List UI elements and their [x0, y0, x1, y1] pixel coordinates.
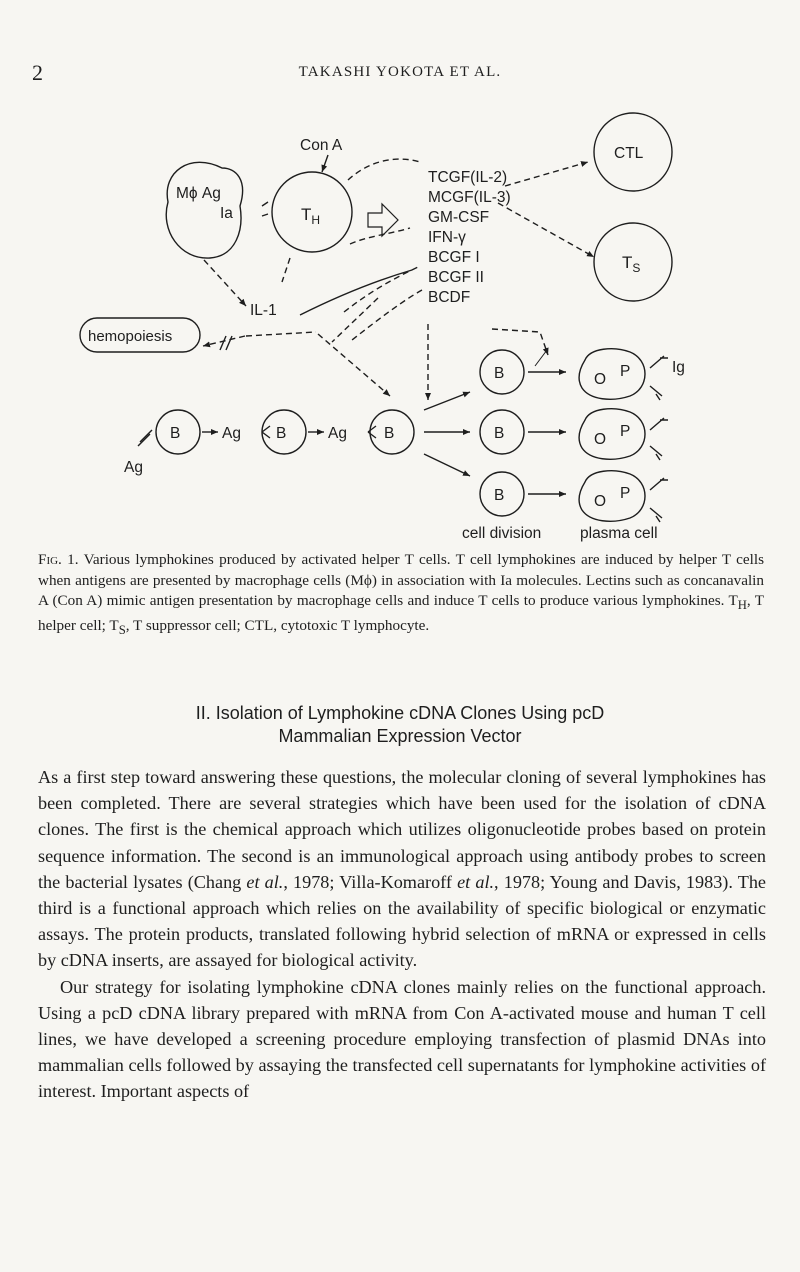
- section-heading-line-1: II. Isolation of Lymphokine cDNA Clones Using pcD: [195, 703, 605, 723]
- plasma-cell-1: [579, 349, 645, 400]
- macrophage-label: Mϕ Ag: [176, 185, 221, 202]
- body-text: [38, 764, 766, 1105]
- ts-label: $T_S$: [622, 253, 641, 275]
- plasma-p-2: P: [620, 423, 631, 440]
- release-arrow-icon: [368, 204, 398, 236]
- lymphokine-bcdf: BCDF: [428, 289, 471, 306]
- page-number: 2: [32, 60, 43, 85]
- figure-label: Fig. 1.: [38, 551, 79, 568]
- b-label-4: B: [494, 365, 505, 382]
- lymphokine-bcgf2: BCGF II: [428, 269, 484, 286]
- b-label-3: B: [384, 425, 395, 442]
- lymphokine-bcgf1: BCGF I: [428, 249, 480, 266]
- plasma-p-3: P: [620, 485, 631, 502]
- ig-label: Ig: [672, 359, 685, 376]
- lymphokine-figure: [0, 110, 800, 550]
- hemopoiesis-label: hemopoiesis: [88, 328, 173, 345]
- lymphokine-ifn: IFN-γ: [428, 229, 466, 246]
- paragraph-1: As a first step toward answering these questions, the molecular cloning of several lymphokines has been completed. There are several strategies which have been used for the isolation of cDNA clones. The first is the chemical approach which utilizes oligonucleotide probes based on protein sequence information. The second is an immunological approach using antibody probes to screen the bacterial lysates (Chang et al., 1978; Villa-Komaroff et al., 1978; Young and Davis, 1983). The third is a functional approach which relies on the availability of specific biological or enzymatic assays. The protein products, translated following hybrid selection of mRNA or expressed in cells by cDNA inserts, are assayed for biological activity.: [38, 767, 766, 971]
- ag-label-1: Ag: [222, 425, 241, 442]
- plasma-cell-2: [579, 409, 645, 460]
- b-label-1: B: [170, 425, 181, 442]
- section-heading-line-2: Mammalian Expression Vector: [278, 726, 522, 746]
- ag-label-2: Ag: [328, 425, 347, 442]
- b-label-6: B: [494, 487, 505, 504]
- lymphokine-mcgf: MCGF(IL-3): [428, 189, 511, 206]
- plasma-cell-label: plasma cell: [580, 525, 658, 542]
- plasma-o-1: O: [594, 371, 607, 388]
- th-label: $T_H$: [301, 205, 321, 227]
- plasma-o-2: O: [594, 431, 607, 448]
- paragraph-2: Our strategy for isolating lymphokine cDNA clones mainly relies on the functional approach. Using a pcD cDNA library prepared with mRNA from Con A-activated mouse and human T cell lines, we have developed a screening procedure employing transfection of plasmid DNAs into mammalian cells followed by assaying the transfected cell supernatants for lymphokine activities of interest. Important aspects of: [38, 976, 766, 1102]
- section-heading: [0, 702, 800, 748]
- plasma-p-1: P: [620, 363, 631, 380]
- ag-label-bottom: Ag: [124, 459, 143, 476]
- il1-label: IL-1: [250, 302, 277, 319]
- b-label-2: B: [276, 425, 287, 442]
- b-label-5: B: [494, 425, 505, 442]
- lymphokine-gmcsf: GM-CSF: [428, 209, 490, 226]
- figure-caption: Fig. 1. Various lymphokines produced by activated helper T cells. T cell lymphokines are induced by helper T cells when antigens are presented by macrophage cells (Mϕ) in association with Ia molecules. Lectins such as concanavalin A (Con A) mimic antigen presentation by macrophage cells and induce T cells to produce various lymphokines. $T_H$, T helper cell; $T_S$, T suppressor cell; CTL, cytotoxic T lymphocyte.: [38, 551, 764, 637]
- con-a-label: Con A: [300, 137, 343, 154]
- cell-division-label: cell division: [462, 525, 542, 542]
- plasma-cell-3: [579, 471, 645, 522]
- t-helper-cell: [272, 172, 352, 252]
- lymphokine-tcgf: TCGF(IL-2): [428, 169, 508, 186]
- plasma-o-3: O: [594, 493, 607, 510]
- ia-label: Ia: [220, 205, 233, 222]
- ctl-label: CTL: [614, 145, 644, 162]
- running-head: TAKASHI YOKOTA ET AL.: [298, 64, 502, 80]
